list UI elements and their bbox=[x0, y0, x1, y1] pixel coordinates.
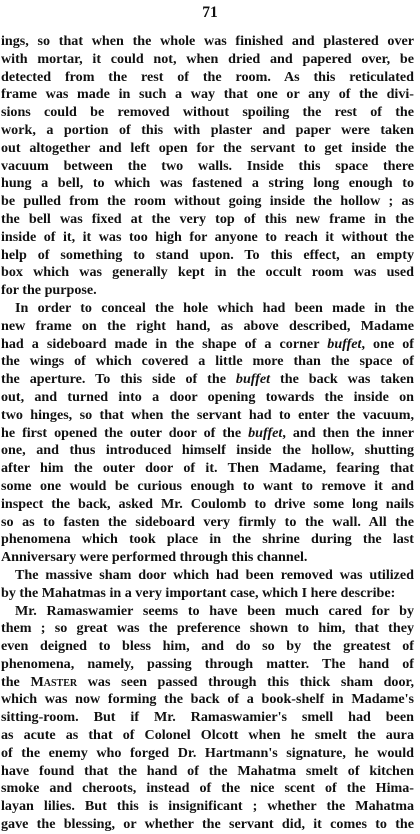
text-segment: , one of bbox=[361, 335, 415, 352]
text-line: one, and thus introduced himself inside the hollow, shutting bbox=[1, 442, 414, 459]
text-line bbox=[1, 371, 414, 389]
text-line: two hinges, so that when the servant had to enter the vacuum, bbox=[1, 406, 414, 423]
text-line: phenomena which took place in the shrine during the last bbox=[1, 531, 414, 548]
text-line: as acute as that of Colonel Olcott when he smelt the aura bbox=[1, 727, 414, 744]
text-line: inspect the back, asked Mr. Coulomb to drive some long nails bbox=[1, 495, 414, 512]
text-line: frame was made in such a way that one or any of the divi- bbox=[1, 86, 414, 103]
text-line: have found that the hand of the Mahatma smelt of kitchen bbox=[1, 762, 414, 779]
text-line bbox=[1, 336, 414, 354]
text-line: after him the outer door of it. Then Madame, fearing that bbox=[1, 460, 414, 477]
text-segment: the bbox=[1, 673, 31, 690]
text-segment: he first opened the outer door of the bbox=[1, 424, 249, 441]
text-line bbox=[1, 674, 414, 692]
text-line: ings, so that when the whole was finished and plastered over bbox=[1, 33, 414, 49]
text-segment: , and then the inner bbox=[282, 424, 415, 441]
text-line: detected from the rest of the room. As this reticulated bbox=[1, 68, 414, 85]
text-line: inside of it, it was too high for anyone to reach it without the bbox=[1, 228, 414, 245]
text-line: box which was generally kept in the occult room was used bbox=[1, 264, 414, 281]
text-line: vacuum between the two walls. Inside this space there bbox=[1, 157, 414, 174]
text-segment: was seen passed through this thick sham door, bbox=[77, 673, 415, 690]
text-line: some one would be curious enough to want to remove it and bbox=[1, 477, 414, 494]
text-line: them ; so great was the preference shown to him, that they bbox=[1, 620, 414, 637]
small-caps-word: Master bbox=[30, 673, 78, 690]
italic-word: buffet bbox=[327, 335, 362, 352]
text-line: by the Mahatmas in a very important case, which I here describe: bbox=[1, 584, 396, 601]
italic-word: buffet bbox=[235, 371, 271, 388]
text-line: sitting-room. But if Mr. Ramaswamier's smell had been bbox=[1, 709, 414, 726]
text-line: even deigned to bless him, and do so by the greatest of bbox=[1, 638, 414, 655]
text-line: hung a bell, to which was fastened a string long enough to bbox=[1, 175, 414, 192]
text-line: which was now forming the back of a book-shelf in Madame's bbox=[1, 691, 414, 708]
text-line: new frame on the right hand, as above described, Madame bbox=[1, 317, 414, 334]
text-line: out, and turned into a door opening towards the inside on bbox=[1, 388, 414, 405]
text-line: out altogether and left open for the servant to get inside the bbox=[1, 139, 414, 156]
text-line: In order to conceal the hole which had been made in the bbox=[15, 299, 414, 316]
text-line: phenomena, namely, passing through matter. The hand of bbox=[1, 655, 414, 672]
text-line: layan lilies. But this is insignificant ; whether the Mahatma bbox=[1, 798, 414, 815]
text-line: smoke and cheroots, instead of the nice scent of the Hima- bbox=[1, 780, 414, 797]
text-line: of the enemy who forged Dr. Hartmann's signature, he would bbox=[1, 744, 414, 761]
text-line: work, a portion of this with plaster and paper were taken bbox=[1, 121, 414, 138]
text-line: the bell was fixed at the very top of this new frame in the bbox=[1, 210, 414, 227]
text-line bbox=[1, 425, 414, 443]
text-segment: had a sideboard made in the shape of a corner bbox=[1, 335, 328, 352]
text-line: The massive sham door which had been removed was utilized bbox=[15, 566, 414, 583]
text-line: Mr. Ramaswamier seems to have been much cared for by bbox=[15, 602, 414, 619]
text-line: Anniversary were performed through this channel. bbox=[1, 549, 308, 566]
text-line: help of something to stand upon. To this effect, an empty bbox=[1, 246, 414, 263]
text-segment: the back was taken bbox=[270, 371, 414, 388]
text-line: sions could be removed without spoiling the rest of the bbox=[1, 104, 414, 121]
text-line: for the purpose. bbox=[1, 282, 97, 299]
text-line: with mortar, it could not, when dried and papered over, be bbox=[1, 50, 414, 67]
body-text bbox=[1, 33, 414, 834]
italic-word: buffet bbox=[248, 424, 283, 441]
page-number: 71 bbox=[202, 4, 218, 21]
text-line: the wings of which covered a little more than the space of bbox=[1, 353, 414, 370]
text-line: gave the blessing, or whether the servant did, it comes to the bbox=[1, 816, 414, 833]
text-line: so as to fasten the sideboard very firmly to the wall. All the bbox=[1, 513, 414, 530]
text-line: be pulled from the room without going inside the hollow ; as bbox=[1, 193, 414, 210]
text-segment: the aperture. To this side of the bbox=[1, 371, 236, 388]
